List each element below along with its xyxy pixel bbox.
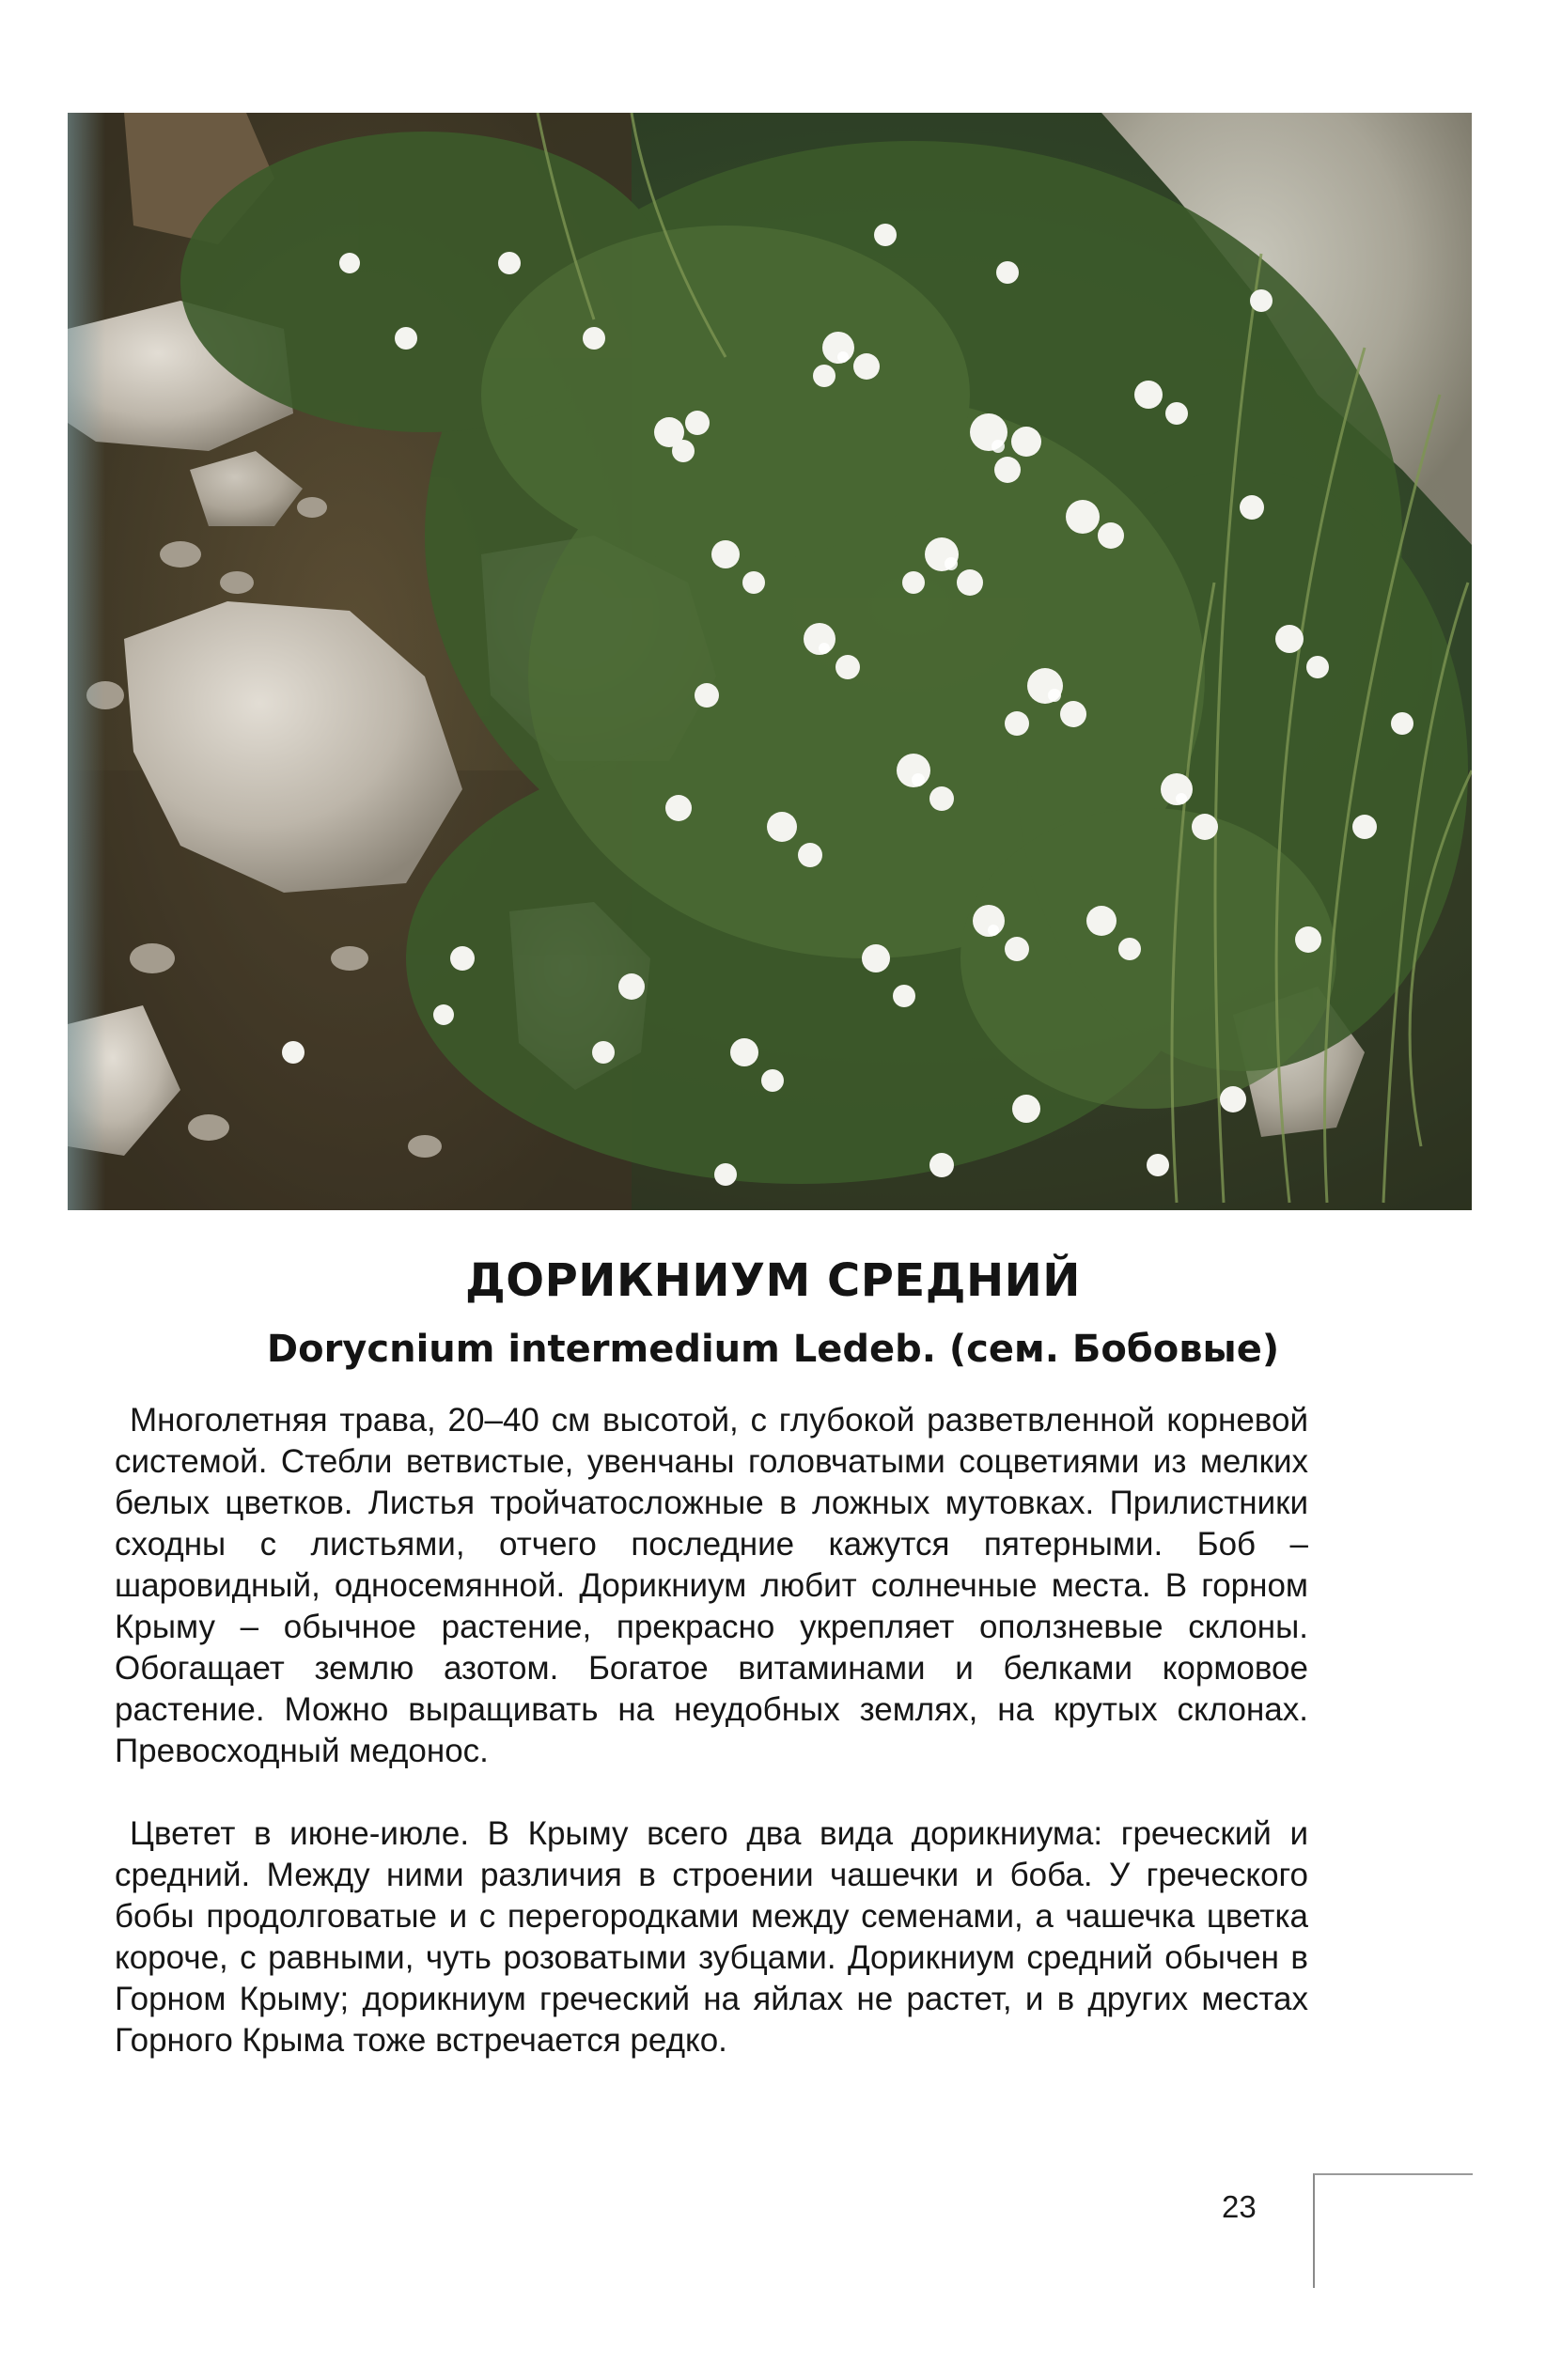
plant-photo-drawing	[68, 113, 1472, 1210]
corner-crop-mark	[1313, 2173, 1473, 2288]
latin-name-subtitle: Dorycnium intermedium Ledeb. (сем. Бобовые)	[266, 1328, 1280, 1371]
plant-photo	[68, 113, 1472, 1210]
body-paragraph-description: Многолетняя трава, 20–40 см высотой, с глубокой разветвленной корневой системой. Стебли ветвистые, увенчаны головчатыми соцветиями из мелких белых цветков. Листья тройчатосложные в ложных мутовках. Прилистники сходны с листьями, отчего последние кажутся пятерными. Боб – шаровидный, односемянной. Дорикниум любит солнечные места. В горном Крыму – обычное растение, прекрасно укрепляет оползневые склоны. Обогащает землю азотом. Богатое витаминами и белками кормовое растение. Можно выращивать на неудобных землях, на крутых склонах. Превосходный медонос.	[115, 1402, 1308, 1769]
page-number: 23	[1222, 2189, 1257, 2224]
page-title: ДОРИКНИУМ СРЕДНИЙ	[465, 1254, 1081, 1307]
body-paragraph-flowering: Цветет в июне-июле. В Крыму всего два вида дорикниума: греческий и средний. Между ними различия в строении чашечки и боба. У греческого бобы продолговатые и с перегородками между семенами, а чашечка цветка короче, с равными, чуть розоватыми зубцами. Дорикниум средний обычен в Горном Крыму; дорикниум греческий на яйлах не растет, и в других местах Горного Крыма тоже встречается редко.	[115, 1815, 1308, 2059]
